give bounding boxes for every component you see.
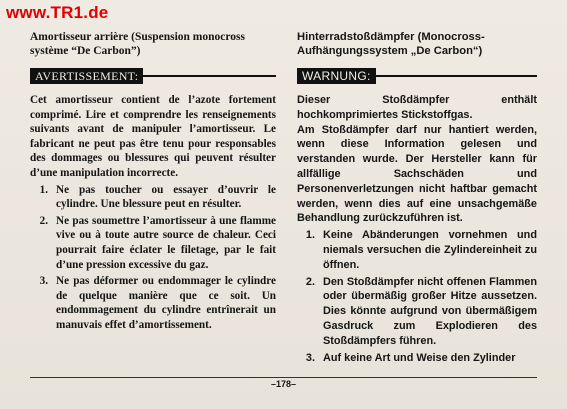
list-item — [297, 351, 537, 366]
watermark: www.TR1.de — [6, 3, 109, 22]
french-heading: Amortisseur arrière (Suspension monocross système “De Carbon”) — [30, 31, 245, 57]
german-heading: Hinterradstoßdämpfer (Monocross-Aufhängungssystem „De Carbon“) — [297, 31, 485, 57]
warning-rule — [143, 75, 276, 77]
french-list — [30, 183, 276, 333]
list-item — [30, 183, 276, 212]
list-text: Ne pas déformer ou endommager le cylindre de quelque manière que ce soit. Un endommagement du cylindre entrînerait un manuvais effet d’amortissement. — [56, 275, 276, 331]
list-text: Ne pas toucher ou essayer d’ouvrir le cylindre. Une blessure peut en résulter. — [56, 183, 276, 211]
list-number: 1. — [305, 229, 315, 242]
list-number: 2. — [39, 214, 48, 227]
german-para-2: Am Stoßdämpfer darf nur hantiert werden, wenn diese Information gelesen und verstanden wurde. Der Hersteller kann für allfällige Sachschäden und Personenverletzungen nicht haftbar gemacht werden, wenn dies auf eine unsachgemäße Behandlung zurückzuführen ist. — [297, 123, 537, 225]
german-column — [297, 30, 537, 365]
german-para-1: Dieser Stoßdämpfer enthält hochkomprimiertes Stickstoffgas. — [297, 94, 537, 121]
list-number: 1. — [39, 183, 48, 196]
list-text: Auf keine Art und Weise den Zylinder — [323, 351, 516, 364]
german-warning-label: WARNUNG: — [297, 68, 376, 84]
page-number: –178– — [270, 379, 297, 389]
list-number: 2. — [305, 275, 315, 288]
list-number: 3. — [305, 351, 315, 364]
footer-rule — [30, 377, 537, 378]
list-item — [297, 228, 537, 272]
list-text: Den Stoßdämpfer nicht offenen Flammen oder übermäßig großer Hitze aussetzen. Dies könnte aufgrund von übermäßigem Gasdruck zum Explodieren des Stoßdämpfers führen. — [323, 275, 537, 347]
french-column — [30, 30, 276, 333]
german-list — [297, 228, 537, 365]
french-warning-label: AVERTISSEMENT: — [30, 68, 143, 84]
french-intro: Cet amortisseur contient de l’azote fortement comprimé. Lire et comprendre les renseignements suivants avant de manipuler l’amortisseur. Le fabricant ne peut pas être tenu pour responsables des dommages ou blessures qui peuvent résulter d’une manipulation incorrecte. — [30, 94, 276, 179]
list-number: 3. — [39, 275, 48, 288]
french-warning-header — [30, 67, 276, 84]
warning-rule — [376, 75, 537, 77]
german-warning-header — [297, 67, 537, 84]
list-text: Keine Abänderungen vornehmen und niemals versuchen die Zylindereinheit zu öffnen. — [323, 229, 537, 271]
list-item — [30, 214, 276, 272]
list-text: Ne pas soumettre l’amortisseur à une flamme vive ou à toute autre source de chaleur. Ceci pourrait faire éclater le filetage, par le fait d’une pression excessive du gaz. — [56, 214, 276, 271]
list-item — [297, 275, 537, 349]
list-item — [30, 274, 276, 332]
